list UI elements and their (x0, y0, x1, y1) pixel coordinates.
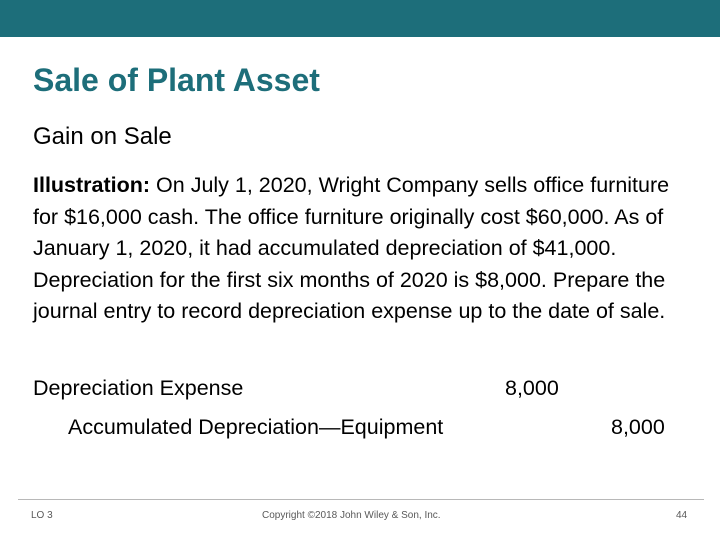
copyright-notice: Copyright ©2018 John Wiley & Son, Inc. (262, 510, 441, 521)
page-number: 44 (676, 510, 688, 521)
slide-subtitle: Gain on Sale (33, 123, 172, 150)
footer-divider (18, 499, 704, 500)
illustration-text: On July 1, 2020, Wright Company sells office furniture for $16,000 cash. The office furniture originally cost $60,000. As of January 1, 2020, it had accumulated depreciation of $41,000. Depreciation for the first six months of 2020 is $8,000. Prepare the journal entry to record depreciation expense up to the date of sale. (33, 173, 670, 323)
illustration-label: Illustration: (33, 173, 151, 197)
debit-account: Depreciation Expense (33, 376, 244, 400)
credit-account: Accumulated Depreciation—Equipment (68, 415, 444, 439)
debit-amount: 8,000 (505, 376, 559, 400)
credit-amount: 8,000 (611, 415, 665, 439)
learning-objective: LO 3 (31, 510, 53, 521)
header-bar (0, 0, 720, 37)
slide-title: Sale of Plant Asset (33, 62, 320, 98)
illustration-paragraph (33, 170, 693, 328)
